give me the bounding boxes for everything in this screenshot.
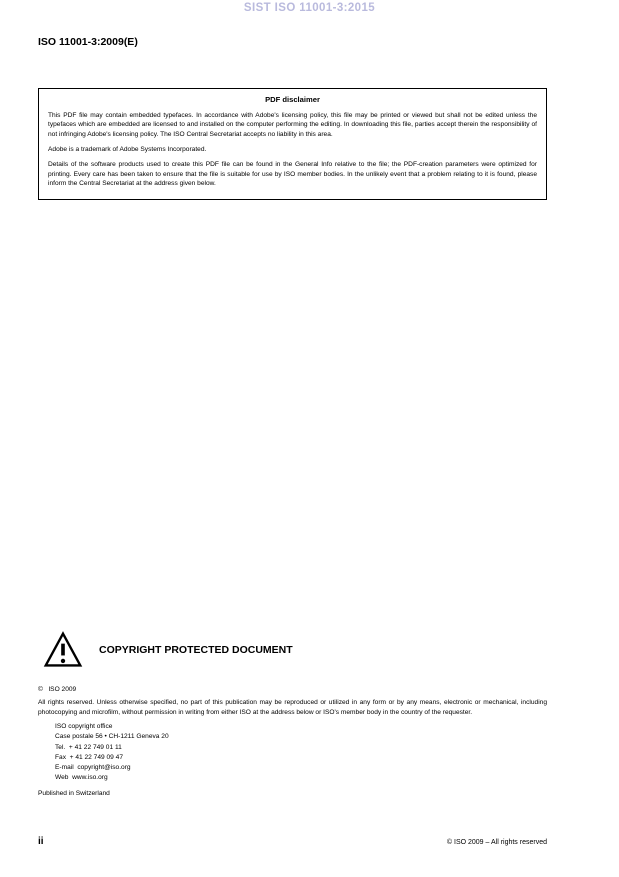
iso-address-block <box>55 722 547 783</box>
pdf-disclaimer-title: PDF disclaimer <box>265 95 320 104</box>
document-reference: ISO 11001-3:2009(E) <box>38 36 138 48</box>
all-rights-reserved-text: All rights reserved. Unless otherwise specified, no part of this publication may be reproduced or utilized in any form or by any means, electronic or mechanical, including photocopying and microfilm, without permission in writing from either ISO at the address below or ISO's member body in the country of the requester. <box>38 699 547 716</box>
address-line-postal: Case postale 56 • CH-1211 Geneva 20 <box>55 733 169 741</box>
disclaimer-paragraph: Adobe is a trademark of Adobe Systems Incorporated. <box>48 146 207 154</box>
page-number: ii <box>38 836 44 847</box>
address-line-office: ISO copyright office <box>55 723 113 731</box>
address-line-tel: Tel. + 41 22 749 01 11 <box>55 743 122 751</box>
disclaimer-paragraph: Details of the software products used to create this PDF file can be found in the General Info relative to the file; the PDF-creation parameters were optimized for printing. Every care has been taken to ensure that the file is suitable for use by ISO member bodies. In the unlikely event that a problem relating to it is found, please inform the Central Secretariat at the address given below. <box>48 161 537 188</box>
warning-triangle-icon <box>43 630 83 670</box>
published-in-switzerland: Published in Switzerland <box>38 790 110 798</box>
disclaimer-paragraph: This PDF file may contain embedded typefaces. In accordance with Adobe's licensing policy, this file may be printed or viewed but shall not be edited unless the typefaces which are embedded are licensed to and installed on the computer performing the editing. In downloading this file, parties accept therein the responsibility of not infringing Adobe's licensing policy. The ISO Central Secretariat accepts no liability in this area. <box>48 112 537 138</box>
copyright-section <box>38 630 547 797</box>
copyright-heading-row <box>43 630 547 670</box>
address-line-email: E-mail copyright@iso.org <box>55 763 131 771</box>
copyright-protected-heading: COPYRIGHT PROTECTED DOCUMENT <box>99 644 293 656</box>
address-line-web: Web www.iso.org <box>55 774 108 782</box>
iso-copyright-notice: © ISO 2009 <box>38 686 77 693</box>
pdf-disclaimer-box <box>38 88 547 200</box>
address-line-fax: Fax + 41 22 749 09 47 <box>55 753 124 761</box>
document-watermark: SIST ISO 11001-3:2015 <box>243 2 376 14</box>
page-footer <box>38 836 547 847</box>
footer-copyright-text: © ISO 2009 – All rights reserved <box>446 839 547 846</box>
